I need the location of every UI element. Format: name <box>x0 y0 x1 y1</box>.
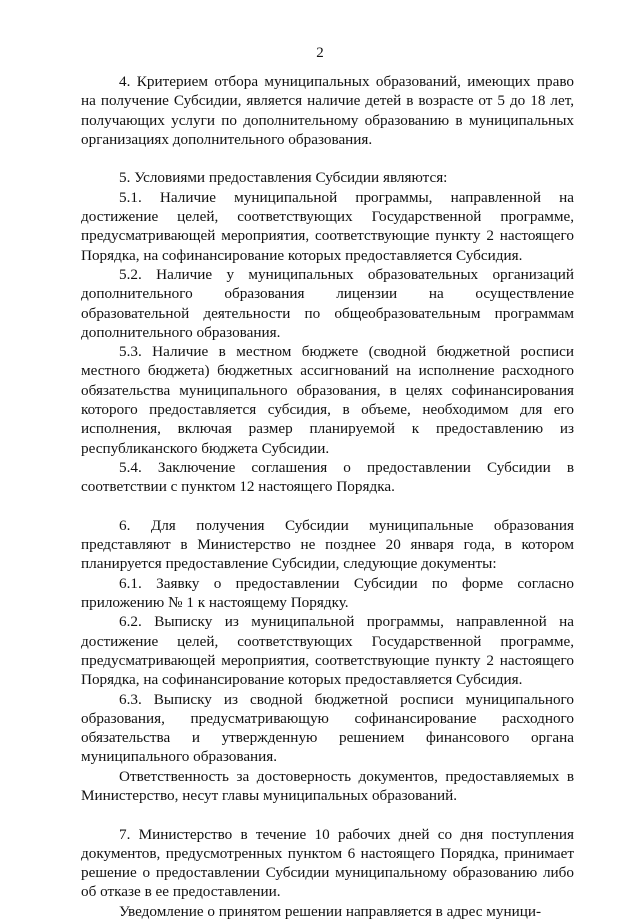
paragraph-7: 7. Министерство в течение 10 рабочих дней со дня поступления документов, предусмотренных пунктом 6 настоящего Порядка, принимает решение о предоставлении Субсидии муниципальному образованию либо об отказе в ее предоставлении. <box>81 825 574 901</box>
paragraph-5: 5. Условиями предоставления Субсидии являются: <box>119 169 448 187</box>
paragraph-5-1: 5.1. Наличие муниципальной программы, направленной на достижение целей, соответствующих Государственной программе, предусматривающей мероприятия, соответствующие пункту 2 настоящего Порядка, на софинансирование которых предоставляется Субсидия. <box>81 188 574 264</box>
document-body <box>81 72 574 921</box>
paragraph-gap <box>81 149 574 168</box>
paragraph-6: 6. Для получения Субсидии муниципальные образования представляют в Министерство не позднее 20 января года, в котором планируется предоставление Субсидии, следующие документы: <box>81 516 574 573</box>
paragraph-6-3: 6.3. Выписку из сводной бюджетной росписи муниципального образования, предусматривающую софинансирование расходного обязательства и утвержденную решением финансового органа муниципального образования. <box>81 690 574 766</box>
paragraph-notification: Уведомление о принятом решении направляется в адрес муници- <box>119 902 542 920</box>
paragraph-4: 4. Критерием отбора муниципальных образований, имеющих право на получение Субсидии, является наличие детей в возрасте от 5 до 18 лет, получающих услуги по дополнительному образованию в муниципальных организациях дополнительного образования. <box>81 73 574 148</box>
paragraph-5-3: 5.3. Наличие в местном бюджете (сводной бюджетной росписи местного бюджета) бюджетных ассигнований на исполнение расходного обязательства муниципального образования, в целях софинансирования которого предоставляется субсидия, в объеме, необходимом для его исполнения, включая размер планируемой к предоставлению из республиканского бюджета Субсидии. <box>81 343 574 457</box>
page-number: 2 <box>316 45 324 61</box>
paragraph-gap <box>81 805 574 824</box>
paragraph-responsibility: Ответственность за достоверность документов, предоставляемых в Министерство, несут главы муниципальных образований. <box>81 767 574 804</box>
paragraph-5-4: 5.4. Заключение соглашения о предоставлении Субсидии в соответствии с пунктом 12 настоящего Порядка. <box>81 458 574 496</box>
paragraph-gap <box>81 497 574 516</box>
paragraph-6-1: 6.1. Заявку о предоставлении Субсидии по форме согласно приложению № 1 к настоящему Порядку. <box>81 574 574 612</box>
paragraph-5-2: 5.2. Наличие у муниципальных образовательных организаций дополнительного образования лицензии на осуществление образовательной деятельности по общеобразовательным программам дополнительного образования. <box>81 265 574 341</box>
paragraph-6-2: 6.2. Выписку из муниципальной программы, направленной на достижение целей, соответствующих Государственной программе, предусматривающей мероприятия, соответствующие пункту 2 настоящего Порядка, на софинансирование которых предоставляется Субсидия. <box>81 613 574 689</box>
